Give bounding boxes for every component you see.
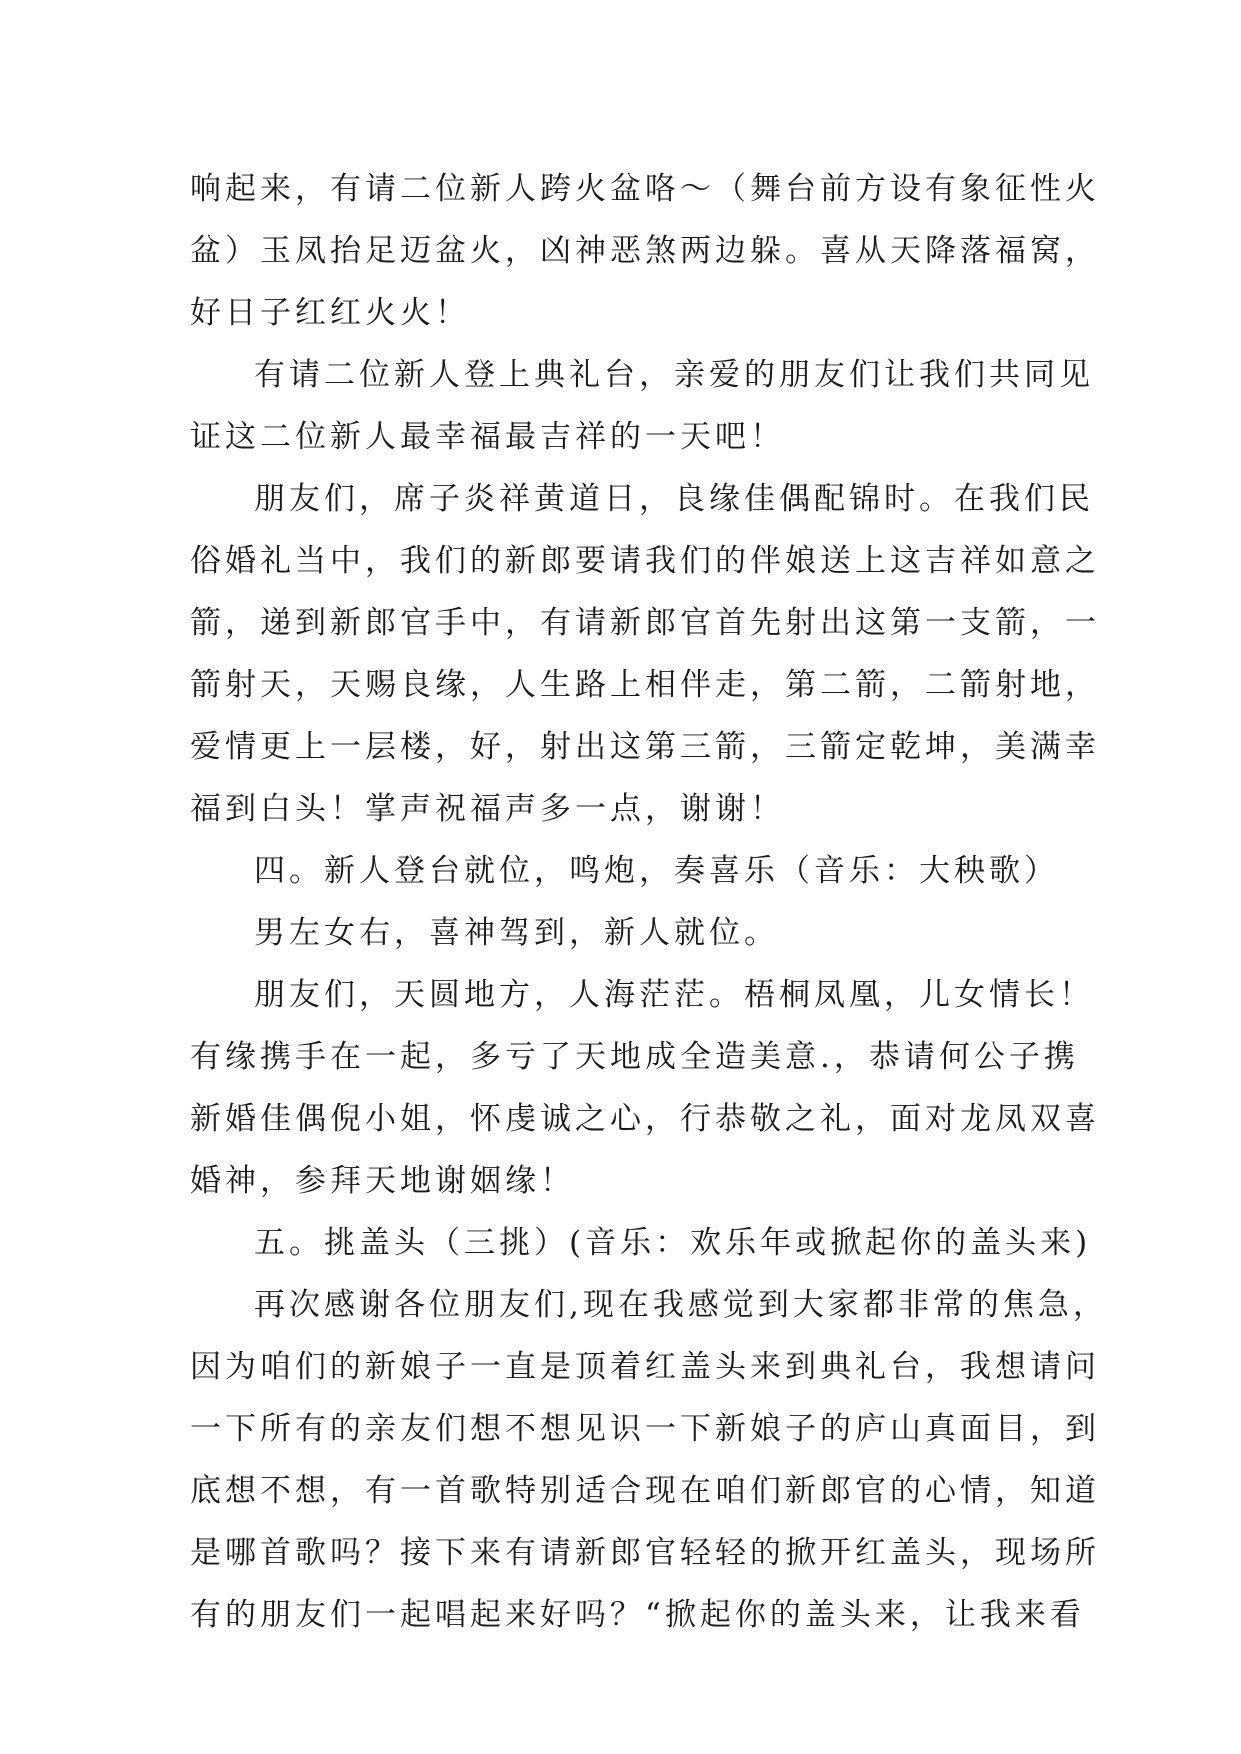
text-line: 爱情更上一层楼，好，射出这第三箭，三箭定乾坤，美满幸 (190, 729, 1100, 765)
paragraph-start-line: 朋友们，天圆地方，人海茫茫。梧桐凤凰，儿女情长！ (254, 977, 1094, 1013)
text-line: 底想不想，有一首歌特别适合现在咱们新郎官的心情，知道 (190, 1473, 1100, 1509)
text-line: 箭射天，天赐良缘，人生路上相伴走，第二箭，二箭射地， (190, 667, 1100, 703)
text-line: 俗婚礼当中，我们的新郎要请我们的伴娘送上这吉祥如意之 (190, 543, 1100, 579)
text-line: 好日子红红火火！ (190, 295, 470, 331)
text-line: 一下所有的亲友们想不想见识一下新娘子的庐山真面目，到 (190, 1411, 1100, 1447)
paragraph-start-line: 有请二位新人登上典礼台，亲爱的朋友们让我们共同见 (254, 357, 1094, 393)
text-line: 是哪首歌吗？接下来有请新郎官轻轻的掀开红盖头，现场所 (190, 1535, 1100, 1571)
paragraph-start-line: 再次感谢各位朋友们,现在我感觉到大家都非常的焦急， (254, 1287, 1108, 1323)
text-line: 婚神，参拜天地谢姻缘！ (190, 1163, 575, 1199)
section-heading: 五。挑盖头（三挑）(音乐：欢乐年或掀起你的盖头来) (254, 1225, 1092, 1261)
text-line: 因为咱们的新娘子一直是顶着红盖头来到典礼台，我想请问 (190, 1349, 1100, 1385)
paragraph-start-line: 男左女右，喜神驾到，新人就位。 (254, 915, 779, 951)
text-line: 箭，递到新郎官手中，有请新郎官首先射出这第一支箭，一 (190, 605, 1100, 641)
body-text (190, 158, 1108, 1646)
text-line: 福到白头！掌声祝福声多一点，谢谢！ (190, 791, 785, 827)
text-line: 证这二位新人最幸福最吉祥的一天吧！ (190, 419, 785, 455)
text-line: 响起来，有请二位新人跨火盆咯～（舞台前方设有象征性火 (190, 171, 1100, 207)
text-line: 有缘携手在一起，多亏了天地成全造美意.，恭请何公子携 (190, 1039, 1079, 1075)
section-heading: 四。新人登台就位，鸣炮，奏喜乐（音乐：大秧歌） (254, 853, 1059, 889)
text-line: 新婚佳偶倪小姐，怀虔诚之心，行恭敬之礼，面对龙凤双喜 (190, 1101, 1100, 1137)
text-line: 有的朋友们一起唱起来好吗？“掀起你的盖头来，让我来看 (190, 1597, 1085, 1633)
text-line: 盆）玉凤抬足迈盆火，凶神恶煞两边躲。喜从天降落福窝， (190, 233, 1100, 269)
paragraph-start-line: 朋友们，席子炎祥黄道日，良缘佳偶配锦时。在我们民 (254, 481, 1094, 517)
